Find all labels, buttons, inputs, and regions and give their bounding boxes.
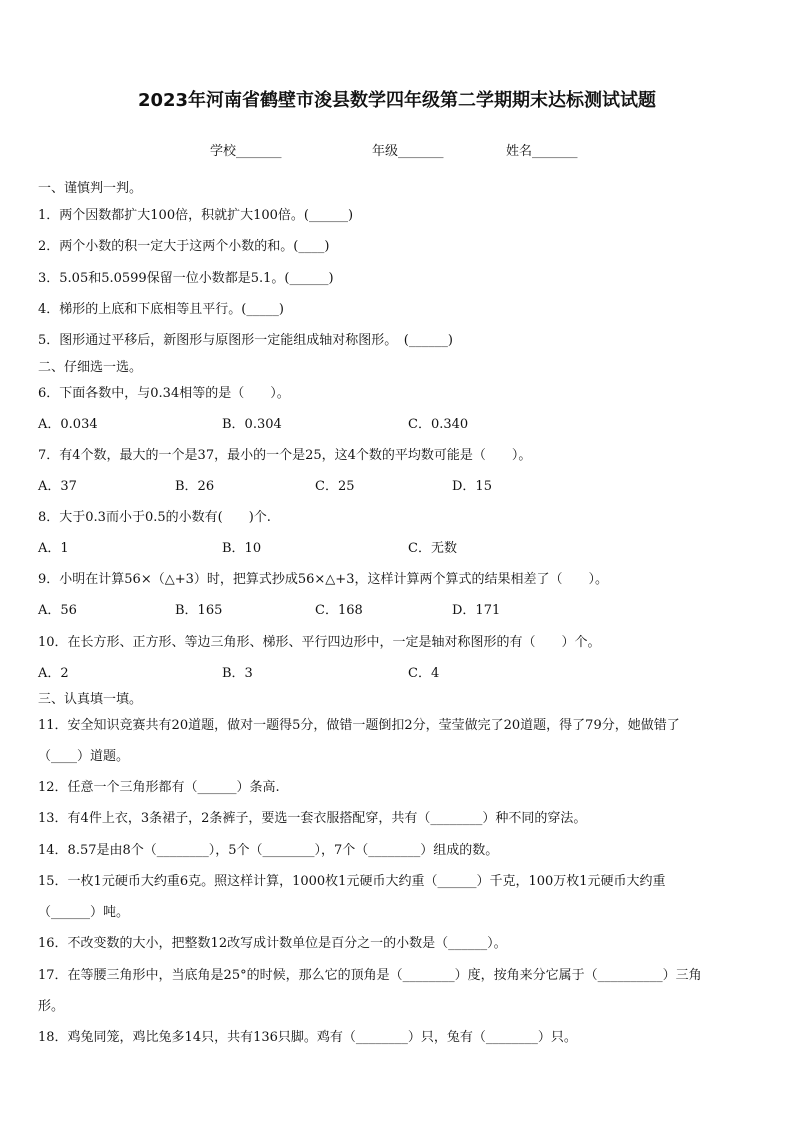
option-c[interactable]: C．无数: [408, 541, 457, 556]
question-9: 9．小明在计算56×（△+3）时，把算式抄成56×△+3，这样计算两个算式的结果相差了（ ）。: [38, 572, 608, 587]
question-7: 7．有4个数，最大的一个是37，最小的一个是25，这4个数的平均数可能是（ ）。: [38, 448, 532, 463]
option-d[interactable]: D．15: [452, 479, 492, 494]
option-a[interactable]: A．0.034: [38, 417, 98, 432]
question-1: 1．两个因数都扩大100倍，积就扩大100倍。(______): [38, 208, 354, 223]
option-b[interactable]: B．26: [175, 479, 215, 494]
option-c[interactable]: C．168: [315, 603, 363, 618]
question-2: 2．两个小数的积一定大于这两个小数的和。(____): [38, 239, 330, 254]
question-15-line-1: 15．一枚1元硬币大约重6克。照这样计算，1000枚1元硬币大约重（______）千克，100万枚1元硬币大约重: [38, 874, 666, 889]
question-13: 13．有4件上衣，3条裙子，2条裤子，要选一套衣服搭配穿，共有（________）种不同的穿法。: [38, 811, 587, 826]
name-field[interactable]: 姓名_______: [506, 144, 578, 159]
option-c[interactable]: C．25: [315, 479, 355, 494]
question-9-options: [38, 602, 758, 620]
option-b[interactable]: B．3: [222, 666, 253, 681]
question-16: 16．不改变数的大小，把整数12改写成计数单位是百分之一的小数是（______）。: [38, 936, 507, 951]
question-7-options: [38, 478, 758, 496]
question-8: 8．大于0.3而小于0.5的小数有( )个.: [38, 510, 271, 525]
question-6: 6．下面各数中，与0.34相等的是（ ）。: [38, 386, 290, 401]
question-18: 18．鸡兔同笼，鸡比兔多14只，共有136只脚。鸡有（________）只，兔有（________）只。: [38, 1030, 577, 1045]
section-heading-choose: 二、仔细选一选。: [38, 360, 143, 375]
question-11-line-1: 11．安全知识竞赛共有20道题，做对一题得5分，做错一题倒扣2分，莹莹做完了20道题，得了79分，她做错了: [38, 718, 680, 733]
option-c[interactable]: C．0.340: [408, 417, 469, 432]
option-b[interactable]: B．10: [222, 541, 262, 556]
section-heading-fill: 三、认真填一填。: [38, 692, 143, 707]
question-3: 3．5.05和5.0599保留一位小数都是5.1。(______): [38, 271, 334, 286]
question-17-line-2: 形。: [38, 999, 65, 1014]
option-d[interactable]: D．171: [452, 603, 501, 618]
question-10: 10．在长方形、正方形、等边三角形、梯形、平行四边形中，一定是轴对称图形的有（ ）个。: [38, 635, 601, 650]
option-a[interactable]: A．56: [38, 603, 77, 618]
option-b[interactable]: B．0.304: [222, 417, 282, 432]
page-title: 2023年河南省鹤壁市浚县数学四年级第二学期期末达标测试试题: [137, 90, 657, 111]
question-4: 4．梯形的上底和下底相等且平行。(_____): [38, 302, 284, 317]
option-a[interactable]: A．37: [38, 479, 77, 494]
question-12: 12．任意一个三角形都有（______）条高.: [38, 780, 280, 795]
question-15-line-2: （______）吨。: [38, 905, 130, 920]
question-6-options: [38, 416, 758, 434]
student-info-row: [0, 140, 794, 160]
question-8-options: [38, 540, 758, 558]
question-17-line-1: 17．在等腰三角形中，当底角是25°的时候，那么它的顶角是（________）度，按角来分它属于（__________）三角: [38, 968, 702, 983]
option-a[interactable]: A．1: [38, 541, 69, 556]
question-14: 14．8.57是由8个（________），5个（________），7个（________）组成的数。: [38, 843, 499, 858]
option-a[interactable]: A．2: [38, 666, 69, 681]
section-heading-judge: 一、谨慎判一判。: [38, 181, 143, 196]
question-5: 5．图形通过平移后，新图形与原图形一定能组成轴对称图形。 (______): [38, 333, 453, 348]
option-c[interactable]: C．4: [408, 666, 440, 681]
school-field[interactable]: 学校_______: [210, 144, 282, 159]
option-b[interactable]: B．165: [175, 603, 223, 618]
question-10-options: [38, 665, 758, 683]
question-11-line-2: （____）道题。: [38, 749, 130, 764]
grade-field[interactable]: 年级_______: [372, 144, 444, 159]
